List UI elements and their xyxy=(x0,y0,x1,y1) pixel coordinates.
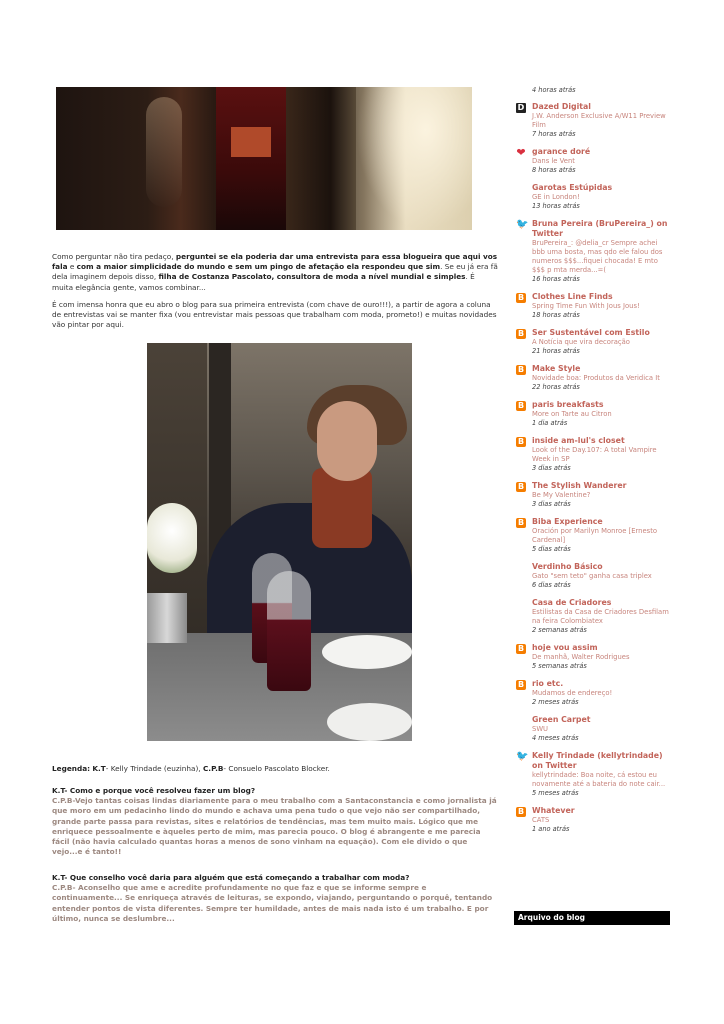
blog-list-item[interactable] xyxy=(516,328,672,356)
blog-title-link[interactable]: Kelly Trindade (kellytrindade) on Twitter xyxy=(532,751,663,770)
twitter-icon: 🐦 xyxy=(516,751,529,762)
text: . Se eu já era fã dela imaginem depois disso, xyxy=(52,262,498,282)
post-title-link[interactable]: Spring Time Fun With Jous Jous! xyxy=(532,302,640,310)
blog-title-link[interactable]: Casa de Criadores xyxy=(532,598,612,607)
blog-title-link[interactable]: The Stylish Wanderer xyxy=(532,481,627,490)
dazed-icon: D xyxy=(517,103,525,112)
legend-cpb-desc: - Consuelo Pascolato Blocker. xyxy=(223,764,330,773)
item-time: 8 horas atrás xyxy=(532,166,576,174)
bottle-label-shape xyxy=(231,127,271,157)
blog-list-item[interactable] xyxy=(516,292,672,320)
text: Como perguntar não tira pedaço, xyxy=(52,252,176,261)
blog-title-link[interactable]: garance doré xyxy=(532,147,591,156)
blog-title-link[interactable]: Ser Sustentável com Estilo xyxy=(532,328,650,337)
blog-title-link[interactable]: Bruna Pereira (BruPereira_) on Twitter xyxy=(532,219,668,238)
text: e xyxy=(67,262,77,272)
post-title-link[interactable]: Novidade boa: Produtos da Veridica It xyxy=(532,374,660,382)
item-time: 2 semanas atrás xyxy=(532,626,587,634)
post-title-link[interactable]: Oración por Marilyn Monroe [Ernesto Cardenal] xyxy=(532,527,658,544)
blog-list-item[interactable] xyxy=(516,219,672,284)
legend-label: Legenda: xyxy=(52,764,91,773)
item-time: 16 horas atrás xyxy=(532,275,580,283)
blog-list-item[interactable] xyxy=(516,147,672,175)
item-time: 5 dias atrás xyxy=(532,545,571,553)
blog-list-item[interactable] xyxy=(516,643,672,671)
photo-plate xyxy=(327,703,412,741)
blog-list-item[interactable] xyxy=(516,679,672,707)
post-title-link[interactable]: Look of the Day.107: A total Vampire Week in SP xyxy=(532,446,657,463)
intro-paragraph xyxy=(52,252,498,293)
top-photo xyxy=(56,87,472,230)
blog-title-link[interactable]: Make Style xyxy=(532,364,581,373)
bold-text: com a maior simplicidade do mundo e sem um pingo de afetação ela respondeu que sim xyxy=(76,262,441,272)
blog-list-item[interactable] xyxy=(516,517,672,554)
post-title-link[interactable]: More on Tarte au Citron xyxy=(532,410,612,418)
interview-question-2 xyxy=(52,873,498,924)
blog-list-item[interactable] xyxy=(516,806,672,834)
blog-title-link[interactable]: Verdinho Básico xyxy=(532,562,603,571)
item-time: 5 semanas atrás xyxy=(532,662,587,670)
item-time: 18 horas atrás xyxy=(532,311,580,319)
blogger-icon: B xyxy=(517,401,525,410)
item-time: 4 meses atrás xyxy=(532,734,579,742)
blog-list-item[interactable] xyxy=(516,183,672,211)
post-title-link[interactable]: J.W. Anderson Exclusive A/W11 Preview Film xyxy=(532,112,666,129)
archive-header: Arquivo do blog xyxy=(514,911,670,925)
item-time: 5 meses atrás xyxy=(532,789,579,797)
photo-pot xyxy=(147,593,187,643)
bottle-shape xyxy=(216,87,286,230)
wine-glass-shape xyxy=(146,97,182,207)
item-time: 1 dia atrás xyxy=(532,419,568,427)
item-time: 22 horas atrás xyxy=(532,383,580,391)
photo-flowers xyxy=(147,503,197,573)
answer-text: C.P.B-Vejo tantas coisas lindas diariamente para o meu trabalho com a Santaconstancia e como jornalista já que moro em um pedacinho lindo do mundo e achava uma pena tudo o que vejo não ser compartilhado, grande parte passa para revistas, sites e relatórios de tendências, mas tem muito mais. Lógico que me enriquece pessoalmente e àqueles perto de mim, mas parecia pouco. O blog é abrangente e me parecia fácil (não havia calculado quantas horas a menos de sono vinham na equação). Com ele divido o que vejo...e é tanto!! xyxy=(52,796,497,857)
blog-list-item[interactable] xyxy=(516,364,672,392)
blogger-icon: B xyxy=(517,293,525,302)
photo-legend xyxy=(52,764,498,774)
blog-title-link[interactable]: inside am-lul's closet xyxy=(532,436,625,445)
item-time: 2 meses atrás xyxy=(532,698,579,706)
blog-list-item[interactable] xyxy=(516,751,672,798)
heart-icon: ❤ xyxy=(516,146,526,159)
bold-text: perguntei se ela poderia dar uma entrevista para essa blogueira que aqui vos fala xyxy=(52,252,498,272)
blog-list-sidebar xyxy=(516,86,672,842)
item-time: 3 dias atrás xyxy=(532,500,571,508)
legend-cpb: C.P.B xyxy=(202,764,224,773)
post-title-link[interactable]: Be My Valentine? xyxy=(532,491,591,499)
blogger-icon: B xyxy=(517,807,525,816)
blogger-icon: B xyxy=(517,365,525,374)
blog-title-link[interactable]: rio etc. xyxy=(532,679,564,688)
blog-title-link[interactable]: Biba Experience xyxy=(532,517,603,526)
post-title-link[interactable]: A Notícia que vira decoração xyxy=(532,338,630,346)
post-title-link[interactable]: De manhã, Walter Rodrigues xyxy=(532,653,630,661)
question-text: K.T- Que conselho você daria para alguém que está começando a trabalhar com moda? xyxy=(52,873,410,882)
post-title-link[interactable]: Dans le Vent xyxy=(532,157,575,165)
legend-kt: K.T xyxy=(92,764,106,773)
blog-title-link[interactable]: paris breakfasts xyxy=(532,400,604,409)
interview-photo xyxy=(147,343,412,741)
blogger-icon: B xyxy=(517,437,525,446)
photo-plate xyxy=(322,635,412,669)
post-title-link[interactable]: Mudamos de endereço! xyxy=(532,689,613,697)
blog-list-item[interactable] xyxy=(516,436,672,473)
photo-wine-glass xyxy=(267,571,311,691)
blog-title-link[interactable]: Clothes Line Finds xyxy=(532,292,613,301)
blog-list-item[interactable] xyxy=(516,400,672,428)
second-paragraph: É com imensa honra que eu abro o blog para sua primeira entrevista (com chave de ouro!!!), a partir de agora a coluna de entrevistas vai se manter fixa (vou entrevistar mais pessoas que trabalham com moda, prometo!) e muitas novidades vão pintar por aqui. xyxy=(52,300,497,330)
post-title-link[interactable]: SWU xyxy=(532,725,549,733)
blogger-icon: B xyxy=(517,518,525,527)
text: . É muita elegância gente, vamos combinar... xyxy=(52,272,475,292)
post-title-link[interactable]: kellytrindade: Boa noite, cá estou eu novamente até a bateria do note cair... xyxy=(532,771,666,788)
post-title-link[interactable]: CATS xyxy=(532,816,550,824)
blog-title-link[interactable]: Whatever xyxy=(532,806,575,815)
item-time: 13 horas atrás xyxy=(532,202,580,210)
blogger-icon: B xyxy=(517,329,525,338)
item-time: 7 horas atrás xyxy=(532,130,576,138)
item-time: 4 horas atrás xyxy=(532,86,576,94)
blogger-icon: B xyxy=(517,644,525,653)
interview-question-1 xyxy=(52,786,498,857)
item-time: 3 dias atrás xyxy=(532,464,571,472)
legend-kt-desc: - Kelly Trindade (euzinha), xyxy=(105,764,203,773)
blog-list-item[interactable] xyxy=(516,598,672,635)
item-time: 1 ano atrás xyxy=(532,825,570,833)
blogger-icon: B xyxy=(517,680,525,689)
post-title-link[interactable]: GE in London! xyxy=(532,193,580,201)
post-title-link[interactable]: Gato "sem teto" ganha casa triplex xyxy=(532,572,652,580)
post-title-link[interactable]: Estilistas da Casa de Criadores Desfilam na feira Colombiatex xyxy=(532,608,669,625)
question-text: K.T- Como e porque você resolveu fazer um blog? xyxy=(52,786,256,795)
blog-title-link[interactable]: Green Carpet xyxy=(532,715,591,724)
light-glow xyxy=(356,87,472,230)
twitter-icon: 🐦 xyxy=(516,219,529,230)
answer-text: C.P.B- Aconselho que ame e acredite profundamente no que faz e que se informe sempre e continuamente... Se enriqueça através de leituras, se expondo, viajando, perguntando o porquê, tentando entender pontos de vista diferentes. Sempre ter humildade, antes de mais nada isto é um trabalho. E por último, nunca se deslumbre... xyxy=(52,883,493,923)
bold-text: filha de Costanza Pascolato, consultora de moda a nível mundial e simples xyxy=(158,272,466,282)
post-title-link[interactable]: BruPereira_: @delia_cr Sempre achei bbb uma bosta, mas qdo ele falou dos numeros $$$...fiquei chocada! E mto $$$ p mta merda...=( xyxy=(532,239,663,274)
blogger-icon: B xyxy=(517,482,525,491)
blog-list-item[interactable] xyxy=(516,102,672,139)
photo-face xyxy=(317,401,377,481)
blog-list-item[interactable] xyxy=(516,715,672,743)
item-time: 6 dias atrás xyxy=(532,581,571,589)
blog-title-link[interactable]: Dazed Digital xyxy=(532,102,591,111)
blog-title-link[interactable]: hoje vou assim xyxy=(532,643,598,652)
item-time: 21 horas atrás xyxy=(532,347,580,355)
blog-list-item[interactable] xyxy=(516,562,672,590)
blog-list-item[interactable] xyxy=(516,481,672,509)
blog-title-link[interactable]: Garotas Estúpidas xyxy=(532,183,613,192)
